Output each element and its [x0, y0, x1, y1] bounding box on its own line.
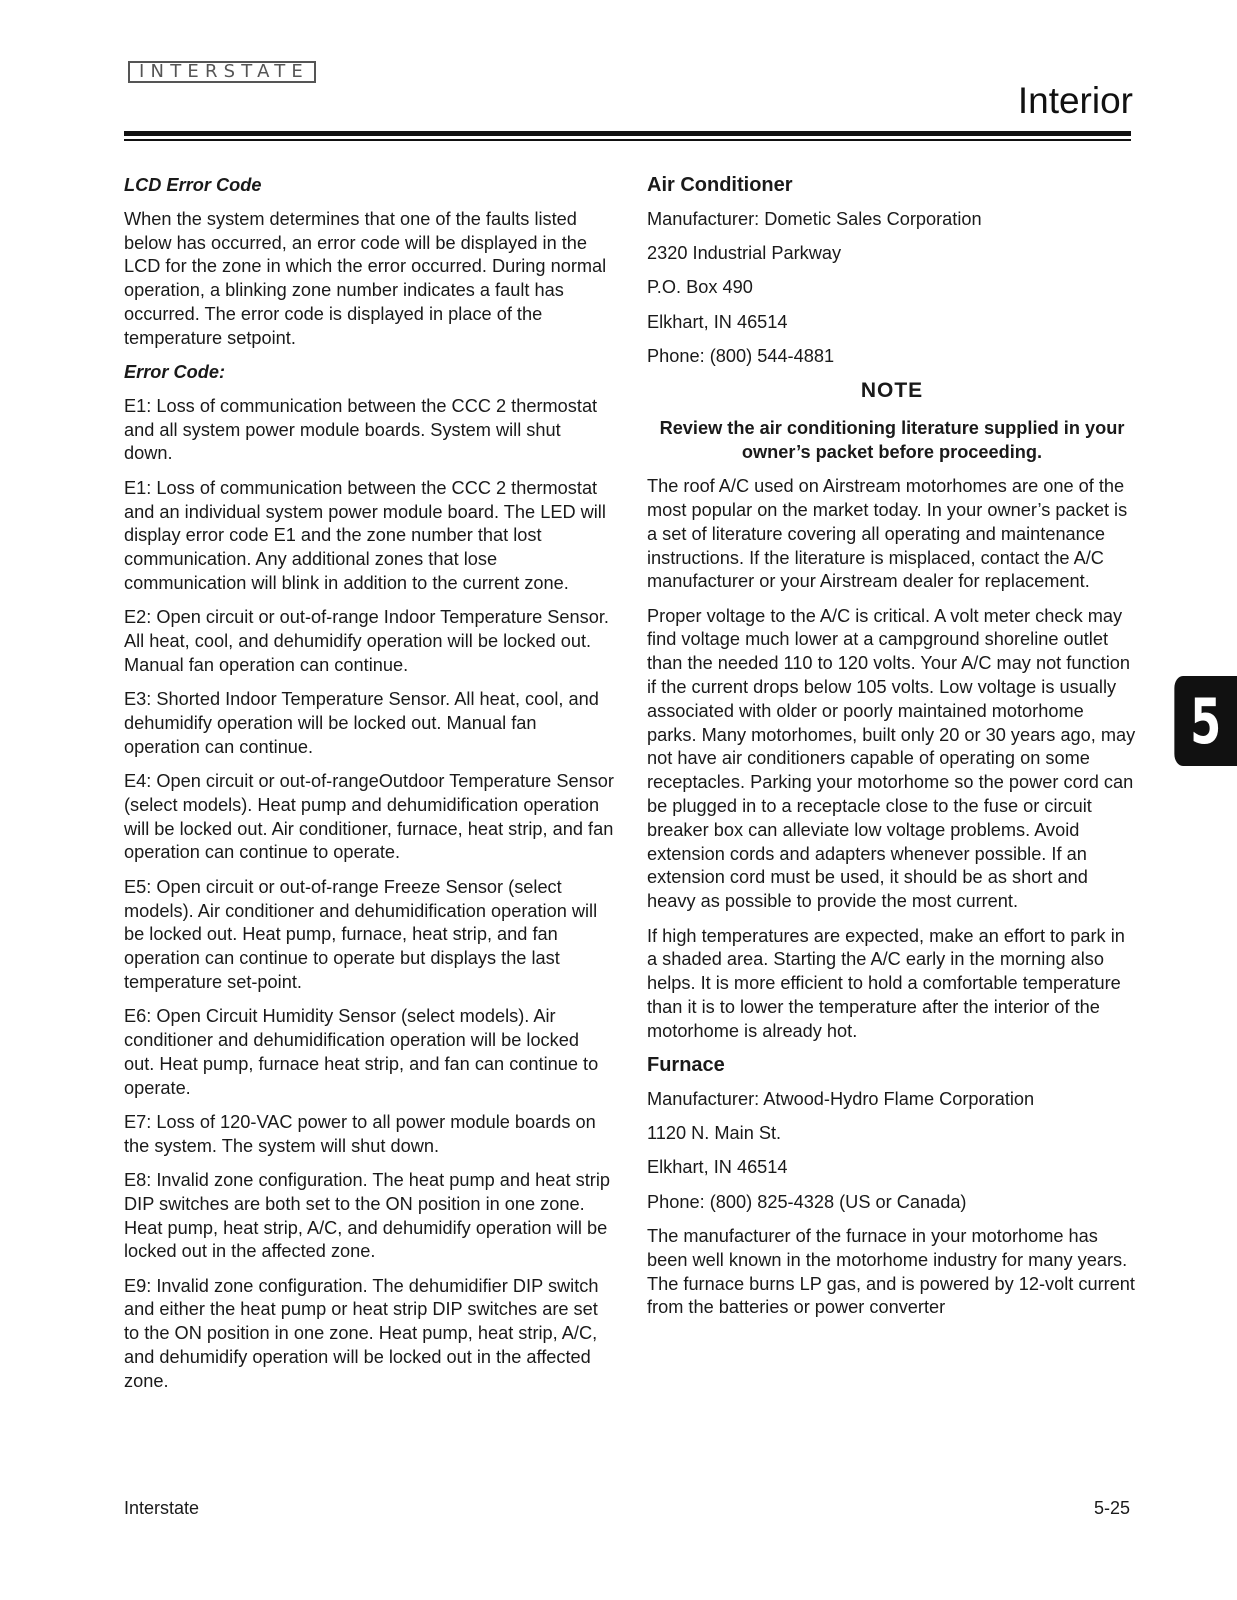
furnace-address-line: 1120 N. Main St. — [647, 1123, 782, 1144]
lcd-error-code-heading: LCD Error Code — [124, 175, 262, 195]
error-code-item: E6: Open Circuit Humidity Sensor (select models). Air conditioner and dehumidification operation will be locked out. Heat pump, furnace heat strip, and fan can continue to operate. — [124, 1006, 599, 1098]
ac-address-line: Elkhart, IN 46514 — [647, 311, 788, 332]
footer-page-number: 5-25 — [1093, 1498, 1130, 1518]
error-code-subheading: Error Code: — [124, 362, 226, 383]
lcd-intro-paragraph: When the system determines that one of the faults listed below has occurred, an error code will be displayed in the LCD for the zone in which the error occurred. During normal operation, a blinking zone number indicates a fault has occurred. The error code is displayed in place of the temperature setpoint. — [124, 208, 607, 348]
header-rule-thick — [124, 131, 1131, 136]
furnace-phone-line: Phone: (800) 825-4328 (US or Canada) — [647, 1191, 967, 1212]
right-column — [647, 174, 1137, 1331]
air-conditioner-heading: Air Conditioner — [647, 174, 793, 196]
chapter-tab: 5 — [1174, 676, 1237, 766]
error-code-item: E1: Loss of communication between the CCC 2 thermostat and all system power module boards. System will shut down. — [124, 395, 598, 464]
error-code-item: E7: Loss of 120-VAC power to all power module boards on the system. The system will shut down. — [124, 1111, 596, 1156]
error-code-item: E2: Open circuit or out-of-range Indoor Temperature Sensor. All heat, cool, and dehumidify operation will be locked out. Manual fan operation can continue. — [124, 607, 609, 675]
error-code-item: E1: Loss of communication between the CCC 2 thermostat and an individual system power module board. The LED will display error code E1 and the zone number that lost communication. Any additional zones that lose communication will blink in addition to the current zone. — [124, 477, 606, 593]
error-code-item: E5: Open circuit or out-of-range Freeze Sensor (select models). Air conditioner and dehumidification operation will be locked out. Heat pump, furnace, heat strip, and fan operation can continue to operate but displays the last temperature set-point. — [124, 876, 598, 992]
error-code-item: E4: Open circuit or out-of-rangeOutdoor Temperature Sensor (select models). Heat pump and dehumidification operation will be locked out. Air conditioner, furnace, heat strip, and fan operation can continue to operate. — [124, 771, 614, 863]
error-code-item: E8: Invalid zone configuration. The heat pump and heat strip DIP switches are both set to the ON position in one zone. Heat pump, heat strip, A/C, and dehumidify operation will be locked out in the affected zone. — [124, 1169, 610, 1262]
furnace-heading: Furnace — [647, 1054, 725, 1076]
note-text: Review the air conditioning literature supplied in your owner’s packet before proceeding. — [659, 418, 1125, 462]
ac-address-line: P.O. Box 490 — [647, 277, 753, 298]
ac-paragraph: Proper voltage to the A/C is critical. A volt meter check may find voltage much lower at a campground shoreline outlet than the needed 110 to 120 volts. Your A/C may not function if the current drops below 105 volts. Low voltage is usually associated with older or poorly maintained motorhome parks. Many motorhomes, built only 20 or 30 years ago, may not have air conditioners capable of operating on some receptacles. Parking your motorhome so the power cord can be plugged in to a receptacle close to the fuse or circuit breaker box can alleviate low voltage problems. Avoid extension cords and adapters whenever possible. If an extension cord must be used, it should be as short and heavy as possible to provide the most current. — [647, 605, 1136, 912]
ac-address-line: 2320 Industrial Parkway — [647, 243, 842, 264]
note-label: NOTE — [860, 379, 924, 403]
brand-logo: INTERSTATE — [128, 61, 316, 83]
header-rule-thin — [124, 139, 1131, 141]
error-code-item: E3: Shorted Indoor Temperature Sensor. All heat, cool, and dehumidify operation will be locked out. Manual fan operation can continue. — [124, 689, 599, 757]
ac-address-line: Manufacturer: Dometic Sales Corporation — [647, 208, 982, 229]
ac-phone-line: Phone: (800) 544-4881 — [647, 345, 835, 366]
ac-paragraph: The roof A/C used on Airstream motorhomes are one of the most popular on the market today. In your owner’s packet is a set of literature covering all operating and maintenance instructions. If the literature is misplaced, contact the A/C manufacturer or your Airstream dealer for replacement. — [647, 476, 1128, 592]
furnace-address-line: Manufacturer: Atwood-Hydro Flame Corporation — [647, 1088, 1035, 1109]
furnace-paragraph: The manufacturer of the furnace in your motorhome has been well known in the motorhome industry for many years. The furnace burns LP gas, and is powered by 12-volt current from the batteries or power converter — [647, 1225, 1135, 1318]
furnace-address-line: Elkhart, IN 46514 — [647, 1157, 788, 1178]
error-code-item: E9: Invalid zone configuration. The dehumidifier DIP switch and either the heat pump or heat strip DIP switches are set to the ON position in one zone. Heat pump, heat strip, A/C, and dehumidify operation will be locked out in the affected zone. — [124, 1275, 599, 1391]
page-section-title: Interior — [1017, 80, 1133, 121]
footer-manual-name: Interstate — [124, 1498, 200, 1518]
left-column — [124, 174, 614, 1404]
ac-paragraph: If high temperatures are expected, make an effort to park in a shaded area. Starting the A/C early in the morning also helps. It is more efficient to hold a comfortable temperature than it is to lower the temperature after the interior of the motorhome is already hot. — [647, 925, 1125, 1041]
